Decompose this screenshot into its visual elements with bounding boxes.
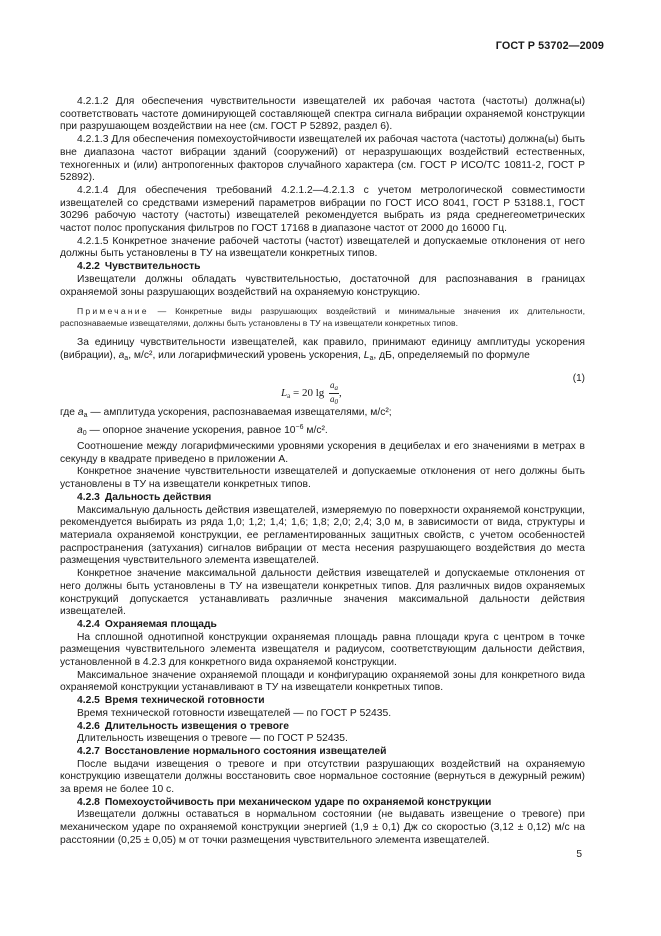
- fraction-denominator: a: [330, 393, 335, 404]
- paragraph-sensitivity: Извещатели должны обладать чувствительностью, достаточной для распознавания в границах охраняемой зоны разрушающих воздействий на охраняемую конструкцию.: [60, 273, 585, 298]
- section-number: 4.2.4: [77, 618, 100, 630]
- section-heading-4-2-7: [60, 746, 585, 759]
- section-title: Восстановление нормального состояния извещателей: [104, 745, 387, 757]
- note-text: — Конкретные виды разрушающих воздействий и минимальные значения их длительности, распознаваемые извещателями, должны быть установлены в ТУ на извещатели конкретных типов.: [60, 306, 585, 329]
- text-run: — опорное значение ускорения, равное 10: [86, 425, 296, 437]
- formula-expression: [281, 380, 342, 407]
- section-heading-4-2-2: [60, 261, 585, 274]
- section-number: 4.2.5: [77, 695, 100, 707]
- paragraph-log-ratio: Соотношение между логарифмическими уровнями ускорения в децибелах и его значениями в метрах в секунду в квадрате приведено в приложении А.: [60, 441, 585, 465]
- text-run: где: [60, 406, 78, 418]
- document-header: ГОСТ Р 53702—2009: [495, 40, 604, 52]
- text-run: , дБ, определяемый по формуле: [373, 349, 530, 361]
- section-heading-4-2-6: [60, 721, 585, 734]
- paragraph-4-2-1-4: 4.2.1.4 Для обеспечения требований 4.2.1.2—4.2.1.3 с учетом метрологической совместимости извещателей со средствами измерений параметров вибрации по ГОСТ ИСО 8041, ГОСТ Р 53188.1, ГОСТ 30296 рабочую частоту (частоты) извещателей рекомендуется выбрать из ряда среднегеометрических частот полос пропускания фильтров по ГОСТ 17168 в диапазоне частот от 2000 до 16000 Гц.: [60, 184, 585, 235]
- section-number: 4.2.7: [77, 745, 100, 757]
- section-heading-4-2-8: [60, 797, 585, 810]
- formula-lhs: L: [281, 386, 288, 399]
- paragraph-area-max: Максимальное значение охраняемой площади и конфигурацию охраняемой зоны для конкретного вида охраняемой конструкции устанавливают в ТУ на извещатели конкретных типов.: [60, 669, 585, 694]
- section-title: Дальность действия: [104, 491, 212, 503]
- section-heading-4-2-4: [60, 619, 585, 632]
- paragraph-4-2-1-2: 4.2.1.2 Для обеспечения чувствительности извещателей их рабочая частота (частоты) должна(ы) соответствовать частоте доминирующей составляющей спектра сигнала вибрации охраняемой конструкции при разрушающем воздействии на нее (см. ГОСТ Р 52892, раздел 6).: [60, 96, 585, 133]
- paragraph-sensitivity-tu: Конкретное значение чувствительности извещателей и допускаемые отклонения от него должны быть установлены в ТУ на извещатели конкретных типов.: [60, 466, 585, 491]
- formula-1: [60, 371, 585, 405]
- section-title: Чувствительность: [104, 261, 201, 273]
- note-label: Примечание: [77, 306, 149, 317]
- section-heading-4-2-3: [60, 492, 585, 505]
- section-title: Помехоустойчивость при механическом ударе по охраняемой конструкции: [104, 796, 492, 808]
- paragraph-recovery: После выдачи извещения о тревоге и при отсутствии разрушающих воздействий на охраняемую конструкцию извещатели должны восстановить свое нормальное состояние (вернуться в дежурный режим) за время не более 10 с.: [60, 758, 585, 796]
- formula-lhs-sub: a: [287, 391, 291, 400]
- paragraph-sensitivity-unit: За единицу чувствительности извещателей, как правило, принимают единицу амплитуды ускорения (вибрации), $a_a$, м/с², или логарифмический уровень ускорения, $L_a$, дБ, определяемый по формуле: [60, 337, 585, 362]
- paragraph-readiness: Время технической готовности извещателей — по ГОСТ Р 52435.: [77, 707, 392, 719]
- text-run: м/с².: [303, 425, 328, 437]
- formula-eq: = 20 lg: [290, 386, 325, 399]
- note: [60, 305, 585, 329]
- formula-number: (1): [572, 372, 585, 384]
- text-run: — амплитуда ускорения, распознаваемая извещателями, м/с²;: [87, 406, 392, 418]
- exponent: −6: [295, 424, 304, 432]
- text-run: , м/с², или логарифмический уровень ускорения,: [128, 349, 364, 361]
- section-number: 4.2.6: [77, 720, 100, 732]
- fraction-denominator-sub: 0: [334, 397, 338, 406]
- formula-tail: ,: [339, 386, 342, 399]
- fraction-numerator-sub: a: [334, 383, 338, 392]
- paragraph-4-2-1-5: 4.2.1.5 Конкретное значение рабочей частоты (частот) извещателей и допускаемые отклонения от него должны быть установлены в ТУ на извещатели конкретных типов.: [60, 235, 585, 260]
- paragraph-area: На сплошной однотипной конструкции охраняемая площадь равна площади круга с центром в точке размещения чувствительного элемента извещателя и радиусом, соответствующим дальности действия, установленной в 4.2.3 для конкретного вида охраняемой конструкции.: [60, 631, 585, 669]
- paragraph-impact: Извещатели должны оставаться в нормальном состоянии (не выдавать извещение о тревоге) при механическом ударе по охраняемой конструкции энергией (1,9 ± 0,1) Дж со скоростью (3,12 ± 0,12) м/с на расстоянии (0,25 ± 0,05) м от точки размещения чувствительного элемента извещателей.: [60, 809, 585, 846]
- page-number: 5: [576, 849, 582, 860]
- formula-fraction: [329, 380, 339, 407]
- section-title: Охраняемая площадь: [104, 618, 217, 630]
- section-title: Длительность извещения о тревоге: [104, 720, 289, 732]
- section-title: Время технической готовности: [104, 695, 265, 707]
- paragraph-alarm-duration: Длительность извещения о тревоге — по ГОСТ Р 52435.: [77, 733, 348, 745]
- section-number: 4.2.8: [77, 796, 100, 808]
- where-line-1: где $a_a$ — амплитуда ускорения, распознаваемая извещателями, м/с²;: [60, 406, 392, 419]
- section-number: 4.2.2: [77, 261, 100, 273]
- paragraph-range-tu: Конкретное значение максимальной дальности действия извещателей и допускаемые отклонения от него должны быть установлены в ТУ на извещатели конкретных типов. Для различных видов охраняемых конструкций допускается устанавливать различные значения максимальной дальности действия извещателей.: [60, 568, 585, 618]
- paragraph-4-2-1-3: 4.2.1.3 Для обеспечения помехоустойчивости извещателей их рабочая частота (частоты) должна(ы) быть вне диапазона частот вибрации зданий (сооружений) от неразрушающих воздействий естественных, техногенных и (или) антропогенных факторов случайного характера (см. ГОСТ Р ИСО/ТС 10811-2, ГОСТ Р 52892).: [60, 134, 585, 184]
- fraction-numerator: a: [330, 379, 335, 390]
- where-line-2: $a_0$ — опорное значение ускорения, равное $10^{-6}$ м/с².: [77, 424, 328, 438]
- section-number: 4.2.3: [77, 491, 100, 503]
- page-body: [60, 96, 585, 848]
- section-heading-4-2-5: [60, 695, 585, 708]
- text-run: За единицу чувствительности извещателей, как правило, принимают единицу амплитуды ускорения (вибрации),: [60, 337, 585, 361]
- paragraph-range: Максимальную дальность действия извещателей, измеряемую по поверхности охраняемой конструкции, рекомендуется выбирать из ряда 1,0; 1,2; 1,4; 1,6; 1,8; 2,0; 2,4; 3,0 м, в зависимости от вида, структуры и материала охраняемой конструкции, ее регламентированных защитных свойств, с учетом особенностей распространения (затухания) сигналов вибрации от места несения разрушающего воздействия до места размещения чувствительного элемента извещателей.: [60, 504, 585, 567]
